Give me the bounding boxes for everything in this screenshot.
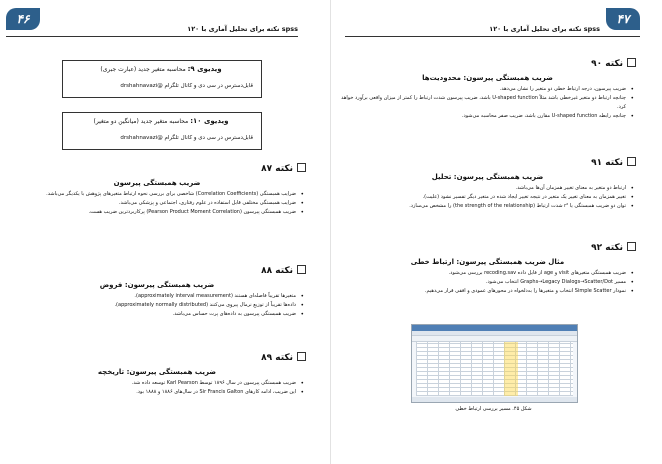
note-subtitle: مثال ضریب همبستگی پیرسون: ارتباط خطی bbox=[410, 258, 565, 266]
header-rule bbox=[6, 36, 298, 37]
section-note-87 bbox=[8, 163, 306, 217]
checkbox-icon bbox=[297, 352, 306, 361]
note-title: نکته ۹۰ bbox=[339, 58, 636, 70]
video-title: ویدیوی ۹: محاسبه متغیر جدید (عبارت جبری) bbox=[100, 65, 222, 73]
bullet-item: • ارتباط دو متغیر به معنای تغییر همزمان آن‌ها می‌باشد. bbox=[339, 184, 626, 193]
left-page bbox=[0, 0, 330, 464]
header-title: ۱۲۰ نکته برای تحلیل آماری با spss bbox=[187, 25, 298, 33]
section-note-88 bbox=[8, 265, 306, 319]
video-box bbox=[62, 60, 262, 98]
bullet-item: • ضریب همبستگی پیرسون به داده‌های پرت حساس می‌باشد. bbox=[8, 310, 296, 319]
checkbox-icon bbox=[627, 242, 636, 251]
bullet-item: • ضریب همبستگی پیرسون در سال ۱۸۹۶ توسط Karl Pearson توسعه داده شد. bbox=[8, 379, 296, 388]
note-title: نکته ۸۸ bbox=[8, 265, 306, 277]
page-header bbox=[6, 6, 298, 34]
note-subtitle: ضریب همبستگی پیرسون: محدودیت‌ها bbox=[422, 74, 553, 82]
bullet-list bbox=[8, 190, 306, 217]
figure-caption: شکل ۴۵. مسیر بررسی ارتباط خطی bbox=[455, 406, 532, 412]
note-subtitle: ضریب همبستگی پیرسون: تاریخچه bbox=[97, 368, 217, 376]
data-grid bbox=[416, 342, 573, 396]
note-title: نکته ۸۷ bbox=[8, 163, 306, 175]
right-page bbox=[331, 0, 662, 464]
bullet-item: • تغییر همزمان به معنای تغییر یک متغیر در نتیجه تغییر ایجاد شده در متغیر دیگر تفسیر نشود (علیت). bbox=[339, 193, 626, 202]
bullet-item: • چنانچه رابطه U-shaped function مقارن باشد، ضریب صفر محاسبه می‌شود. bbox=[339, 112, 626, 121]
highlighted-column bbox=[504, 342, 518, 396]
section-note-92 bbox=[339, 242, 636, 296]
video-access: قابل‌دسترس در سی دی و کانال تلگرام @drshahnavazi bbox=[120, 83, 253, 89]
video-access: قابل‌دسترس در سی دی و کانال تلگرام @drshahnavazi bbox=[120, 135, 253, 141]
bullet-item: • ضریب همبستگی متغیرهای visit و age از فایل داده recoding.sav بررسی می‌شود. bbox=[339, 269, 626, 278]
spss-screenshot-figure bbox=[411, 324, 578, 403]
page-number-badge: ۴۶ bbox=[6, 8, 40, 30]
note-subtitle: ضریب همبستگی پیرسون: فروض bbox=[99, 281, 215, 289]
window-statusbar bbox=[412, 397, 577, 402]
bullet-item: • توان دو ضریب همبستگی یا r² شدت ارتباط (the strength of the relationship) را مشخص می‌سازد. bbox=[339, 202, 626, 211]
bullet-item: • ضرایب همبستگی مختلفی قابل استفاده در علوم رفتاری، اجتماعی و پزشکی می‌باشد. bbox=[8, 199, 296, 208]
header-rule bbox=[345, 36, 640, 37]
bullet-item: • نمودار Simple Scatter انتخاب و متغیرها را به‌دلخواه در محورهای عمودی و افقی قرار می‌دهیم. bbox=[339, 287, 626, 296]
video-title: ویدیوی ۱۰: محاسبه متغیر جدید (میانگین دو متغیر) bbox=[93, 117, 229, 125]
checkbox-icon bbox=[297, 265, 306, 274]
bullet-item: • ضریب همبستگی پیرسون (Pearson Product Moment Correlation) پرکاربردترین ضریب هست. bbox=[8, 208, 296, 217]
video-box bbox=[62, 112, 262, 150]
bullet-item: • ضرایب همبستگی (Correlation Coefficients) شاخصی برای بررسی نحوه ارتباط متغیرهای پژوهش با یکدیگر می‌باشد. bbox=[8, 190, 296, 199]
section-note-89 bbox=[8, 352, 306, 397]
checkbox-icon bbox=[627, 58, 636, 67]
note-title: نکته ۸۹ bbox=[8, 352, 306, 364]
bullet-item: • چنانچه ارتباط دو متغیر غیرخطی باشد مثلاً U-shaped function باشد، ضریب پیرسون شدت ارتباط را کمتر از میزان واقعی برآورد خواهد کرد. bbox=[339, 94, 626, 112]
bullet-list bbox=[8, 379, 306, 397]
bullet-item: • داده‌ها تقریباً از توزیع نرمال پیروی می‌کنند (approximately normally distributed). bbox=[8, 301, 296, 310]
section-note-90 bbox=[339, 58, 636, 121]
bullet-list bbox=[339, 85, 636, 121]
bullet-item: • ضریب پیرسون، درجه ارتباط خطی دو متغیر را نشان می‌دهد. bbox=[339, 85, 626, 94]
bullet-item: • مسیر Graphs→Legacy Dialogs→Scatter/Dot انتخاب می‌شود. bbox=[339, 278, 626, 287]
bullet-list bbox=[339, 269, 636, 296]
note-subtitle: ضریب همبستگی پیرسون: تحلیل bbox=[431, 173, 544, 181]
section-note-91 bbox=[339, 157, 636, 211]
page-number-badge: ۴۷ bbox=[606, 8, 640, 30]
note-title: نکته ۹۱ bbox=[339, 157, 636, 169]
header-title: ۱۲۰ نکته برای تحلیل آماری با spss bbox=[489, 25, 600, 33]
page-header bbox=[345, 6, 640, 34]
checkbox-icon bbox=[627, 157, 636, 166]
checkbox-icon bbox=[297, 163, 306, 172]
note-subtitle: ضریب همبستگی پیرسون bbox=[113, 179, 201, 187]
bullet-list bbox=[339, 184, 636, 211]
bullet-list bbox=[8, 292, 306, 319]
bullet-item: • متغیرها تقریباً فاصله‌ای هستند (approximately interval measurement). bbox=[8, 292, 296, 301]
bullet-item: • این ضریب، ادامه کارهای Sir Francis Galton در سال‌های ۱۸۸۶ و ۱۸۸۸ بود. bbox=[8, 388, 296, 397]
note-title: نکته ۹۲ bbox=[339, 242, 636, 254]
